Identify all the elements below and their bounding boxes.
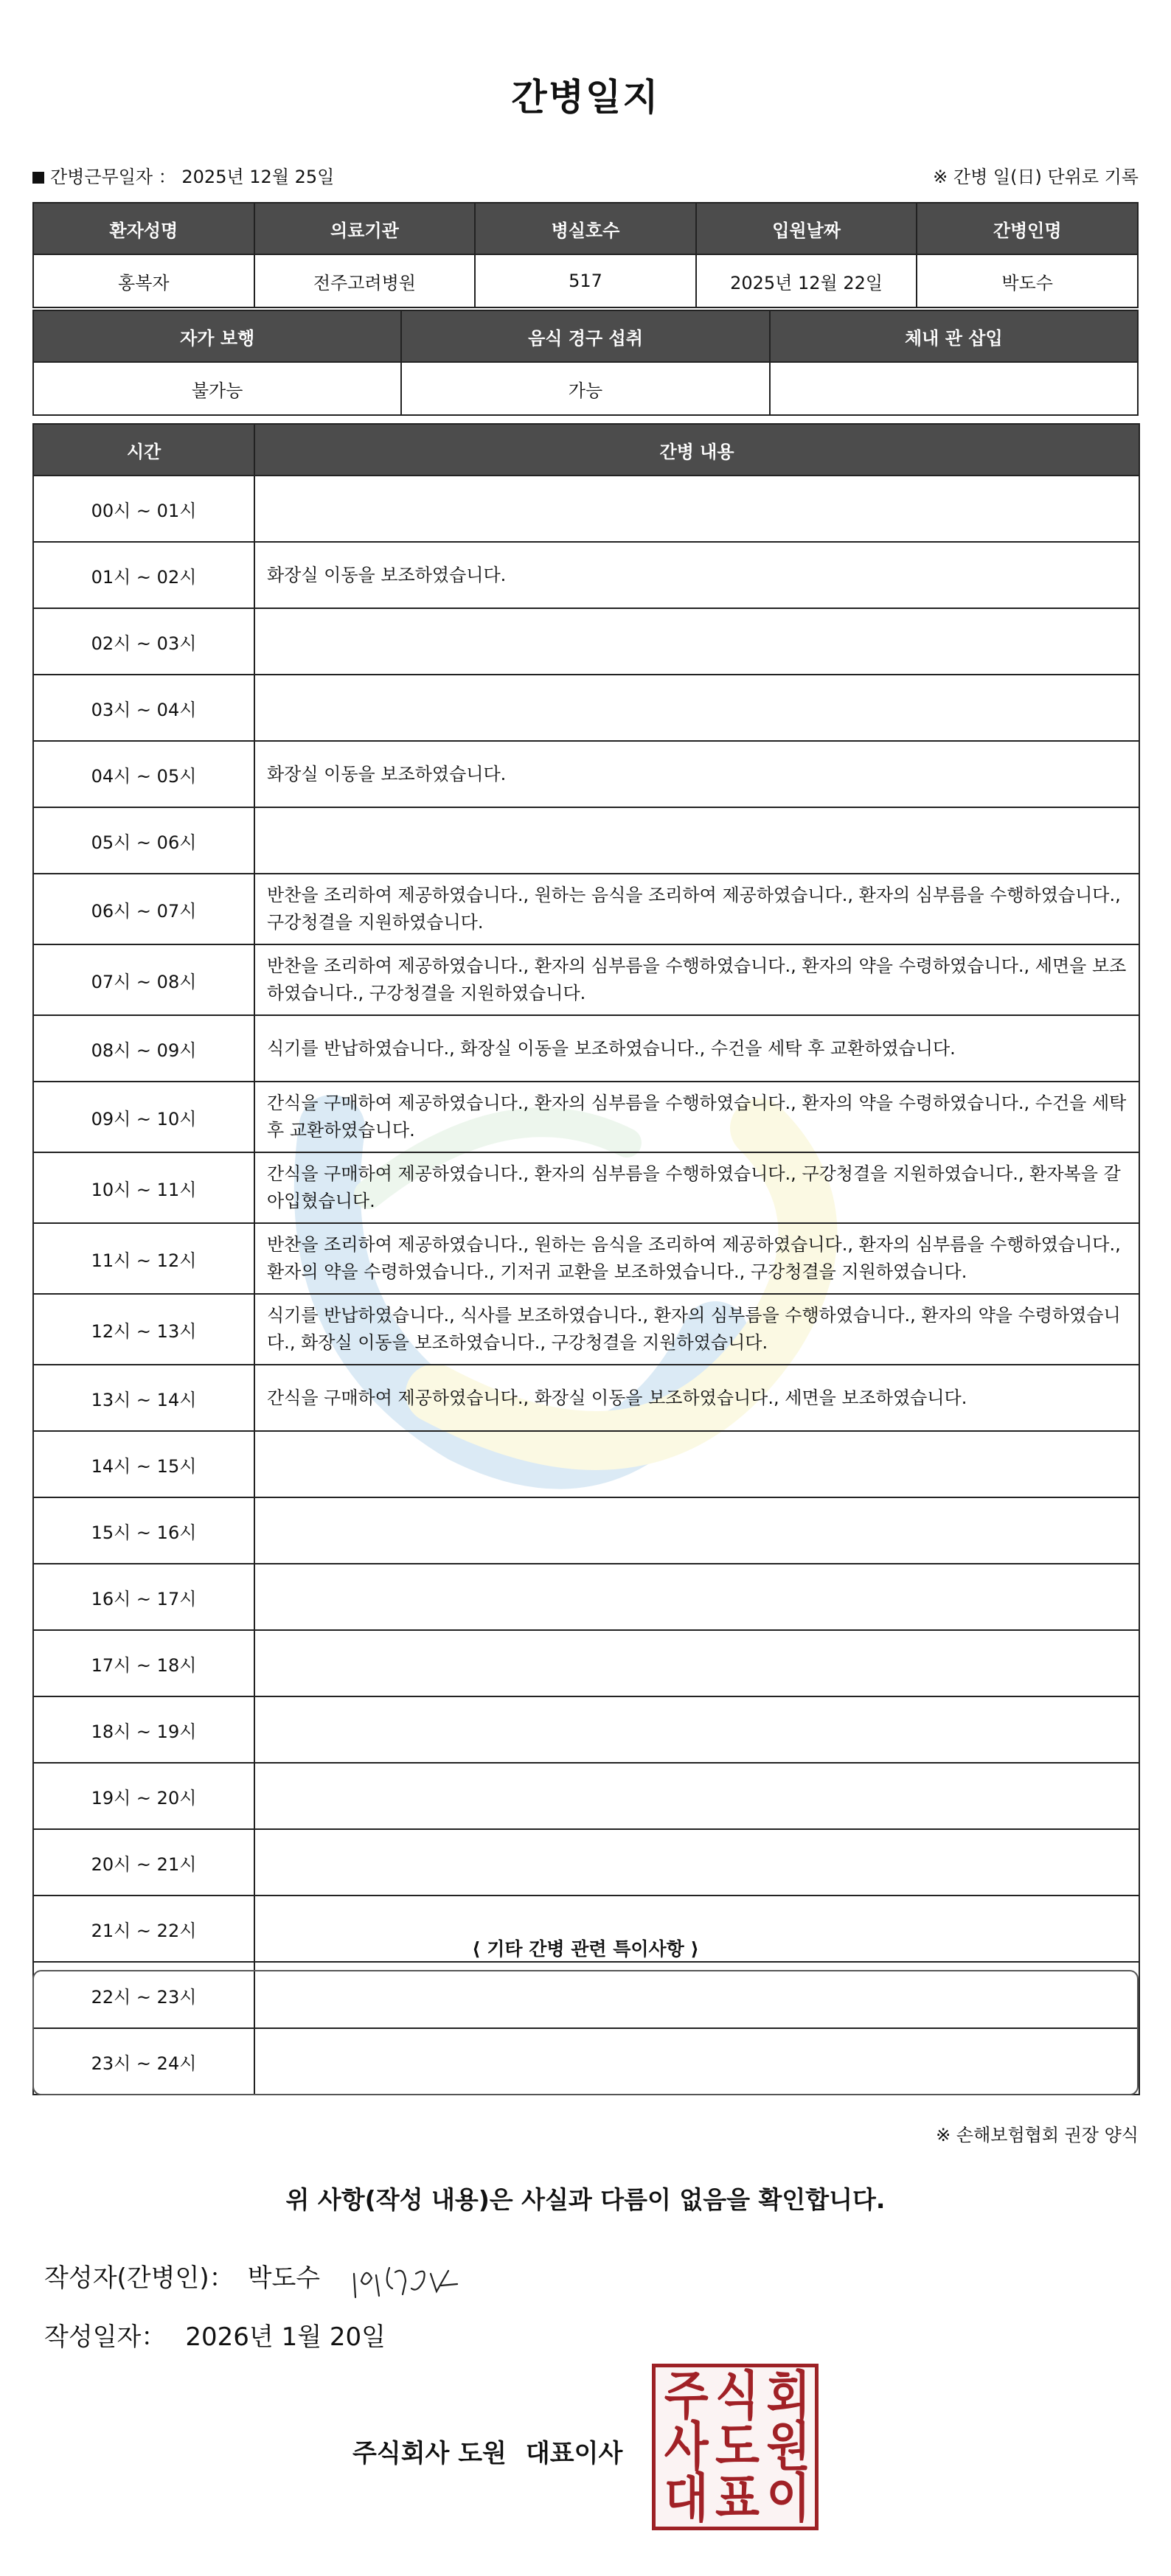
unit-note: ※ 간병 일(日) 단위로 기록 xyxy=(933,167,1139,187)
log-content: 반찬을 조리하여 제공하였습니다., 원하는 음식을 조리하여 제공하였습니다., 환자의 심부름을 수행하였습니다., 구강청결을 지원하였습니다. xyxy=(254,874,1139,944)
log-time: 15시 ~ 16시 xyxy=(33,1497,254,1564)
log-time: 04시 ~ 05시 xyxy=(33,741,254,807)
log-time: 20시 ~ 21시 xyxy=(33,1829,254,1896)
log-row xyxy=(33,476,1139,542)
log-row xyxy=(33,874,1139,944)
room-number: 517 xyxy=(475,254,696,307)
log-time: 03시 ~ 04시 xyxy=(33,675,254,741)
company-line xyxy=(352,2433,622,2469)
log-row xyxy=(33,741,1139,807)
status-table xyxy=(32,310,1139,416)
log-content: 화장실 이동을 보조하였습니다. xyxy=(254,741,1139,807)
log-time: 05시 ~ 06시 xyxy=(33,807,254,874)
log-row xyxy=(33,1015,1139,1082)
log-time: 16시 ~ 17시 xyxy=(33,1564,254,1630)
seal-char: 표 xyxy=(715,2466,755,2529)
log-content: 식기를 반납하였습니다., 화장실 이동을 보조하였습니다., 수건을 세탁 후 교환하였습니다. xyxy=(254,1015,1139,1082)
oral-intake-value: 가능 xyxy=(401,362,769,415)
log-content: 간식을 구매하여 제공하였습니다., 환자의 심부름을 수행하였습니다., 환자의 약을 수령하였습니다., 수건을 세탁 후 교환하였습니다. xyxy=(254,1082,1139,1152)
hospital-name: 전주고려병원 xyxy=(254,254,476,307)
seal-char: 주 xyxy=(664,2364,704,2427)
handwritten-signature xyxy=(347,2252,472,2302)
log-row xyxy=(33,1696,1139,1763)
seal-char: 식 xyxy=(715,2364,755,2427)
log-content: 반찬을 조리하여 제공하였습니다., 원하는 음식을 조리하여 제공하였습니다., 환자의 심부름을 수행하였습니다., 환자의 약을 수령하였습니다., 기저귀 교환을 보조하였습니다., 구강청결을 지원하였습니다. xyxy=(254,1223,1139,1294)
log-header-content: 간병 내용 xyxy=(254,424,1139,476)
log-row xyxy=(33,1365,1139,1431)
log-row xyxy=(33,1630,1139,1696)
seal-char: 도 xyxy=(715,2415,755,2478)
square-bullet-icon xyxy=(32,172,44,184)
log-row xyxy=(33,1431,1139,1497)
writer-name: 박도수 xyxy=(247,2263,321,2293)
log-time: 11시 ~ 12시 xyxy=(33,1223,254,1294)
seal-char: 원 xyxy=(766,2415,807,2478)
form-footnote: ※ 손해보험협회 권장 양식 xyxy=(936,2125,1139,2145)
log-time: 21시 ~ 22시 xyxy=(33,1896,254,1962)
log-row xyxy=(33,608,1139,675)
log-time: 18시 ~ 19시 xyxy=(33,1696,254,1763)
log-content: 반찬을 조리하여 제공하였습니다., 환자의 심부름을 수행하였습니다., 환자의 약을 수령하였습니다., 세면을 보조하였습니다., 구강청결을 지원하였습니다. xyxy=(254,944,1139,1015)
log-content xyxy=(254,675,1139,741)
confirmation-statement: 위 사항(작성 내용)은 사실과 다름이 없음을 확인합니다. xyxy=(285,2185,886,2214)
notes-box xyxy=(32,1970,1139,2095)
log-time: 12시 ~ 13시 xyxy=(33,1294,254,1365)
log-time: 14시 ~ 15시 xyxy=(33,1431,254,1497)
seal-char: 회 xyxy=(766,2364,807,2427)
log-row xyxy=(33,944,1139,1015)
patient-header: 입원날짜 xyxy=(696,203,917,254)
self-walking-value: 불가능 xyxy=(33,362,401,415)
status-header: 음식 경구 섭취 xyxy=(401,310,769,362)
log-time: 22시 ~ 23시 xyxy=(33,1962,254,2028)
work-date-value: 2025년 12월 25일 xyxy=(181,167,335,187)
care-log-table xyxy=(32,423,1140,2095)
log-content: 식기를 반납하였습니다., 식사를 보조하였습니다., 환자의 심부름을 수행하였습니다., 환자의 약을 수령하였습니다., 화장실 이동을 보조하였습니다., 구강청결을 지원하였습니다. xyxy=(254,1294,1139,1365)
tube-insertion-value xyxy=(770,362,1138,415)
log-row xyxy=(33,1223,1139,1294)
work-date xyxy=(32,162,334,188)
log-time: 01시 ~ 02시 xyxy=(33,542,254,608)
log-content xyxy=(254,1431,1139,1497)
patient-header: 의료기관 xyxy=(254,203,476,254)
log-row xyxy=(33,1082,1139,1152)
log-row xyxy=(33,1763,1139,1829)
log-time: 13시 ~ 14시 xyxy=(33,1365,254,1431)
admission-date: 2025년 12월 22일 xyxy=(696,254,917,307)
log-content xyxy=(254,1497,1139,1564)
patient-header: 병실호수 xyxy=(475,203,696,254)
written-date-label: 작성일자： xyxy=(44,2322,167,2352)
seal-char: 사 xyxy=(664,2415,704,2478)
log-content xyxy=(254,1564,1139,1630)
patient-name: 홍복자 xyxy=(33,254,254,307)
work-date-label: 간병근무일자 xyxy=(50,167,153,187)
log-row xyxy=(33,675,1139,741)
log-time: 00시 ~ 01시 xyxy=(33,476,254,542)
log-header-time: 시간 xyxy=(33,424,254,476)
log-time: 19시 ~ 20시 xyxy=(33,1763,254,1829)
log-time: 10시 ~ 11시 xyxy=(33,1152,254,1223)
log-time: 17시 ~ 18시 xyxy=(33,1630,254,1696)
log-row xyxy=(33,1152,1139,1223)
log-content: 화장실 이동을 보조하였습니다. xyxy=(254,542,1139,608)
seal-char: 대 xyxy=(664,2466,704,2529)
log-row xyxy=(33,807,1139,874)
log-time: 02시 ~ 03시 xyxy=(33,608,254,675)
log-row xyxy=(33,1497,1139,1564)
log-content xyxy=(254,1630,1139,1696)
log-content xyxy=(254,1763,1139,1829)
company-ceo-title: 대표이사 xyxy=(525,2439,623,2468)
seal-char: 이 xyxy=(766,2466,807,2529)
written-date-value: 2026년 1월 20일 xyxy=(185,2322,386,2352)
log-content: 간식을 구매하여 제공하였습니다., 화장실 이동을 보조하였습니다., 세면을 보조하였습니다. xyxy=(254,1365,1139,1431)
log-content xyxy=(254,807,1139,874)
caregiver-name: 박도수 xyxy=(917,254,1138,307)
log-row xyxy=(33,1564,1139,1630)
notes-title: ⟨ 기타 간병 관련 특이사항 ⟩ xyxy=(472,1938,699,1960)
written-date-line xyxy=(44,2316,386,2353)
page-title: 간병일지 xyxy=(511,76,660,119)
log-content xyxy=(254,1829,1139,1896)
log-time: 07시 ~ 08시 xyxy=(33,944,254,1015)
writer-line xyxy=(44,2258,320,2294)
log-content xyxy=(254,1696,1139,1763)
patient-header: 간병인명 xyxy=(917,203,1138,254)
log-row xyxy=(33,542,1139,608)
status-header: 체내 관 삽입 xyxy=(770,310,1138,362)
log-time: 23시 ~ 24시 xyxy=(33,2028,254,2095)
log-time: 08시 ~ 09시 xyxy=(33,1015,254,1082)
log-row xyxy=(33,1829,1139,1896)
writer-label: 작성자(간병인)： xyxy=(44,2263,234,2293)
patient-header: 환자성명 xyxy=(33,203,254,254)
log-time: 09시 ~ 10시 xyxy=(33,1082,254,1152)
patient-table xyxy=(32,202,1139,308)
company-seal xyxy=(652,2364,819,2530)
company-name: 주식회사 도원 xyxy=(352,2439,507,2468)
log-content: 간식을 구매하여 제공하였습니다., 환자의 심부름을 수행하였습니다., 구강청결을 지원하였습니다., 환자복을 갈아입혔습니다. xyxy=(254,1152,1139,1223)
work-date-sep: ： xyxy=(158,167,176,187)
log-row xyxy=(33,1294,1139,1365)
log-content xyxy=(254,608,1139,675)
status-header: 자가 보행 xyxy=(33,310,401,362)
log-time: 06시 ~ 07시 xyxy=(33,874,254,944)
log-content xyxy=(254,476,1139,542)
